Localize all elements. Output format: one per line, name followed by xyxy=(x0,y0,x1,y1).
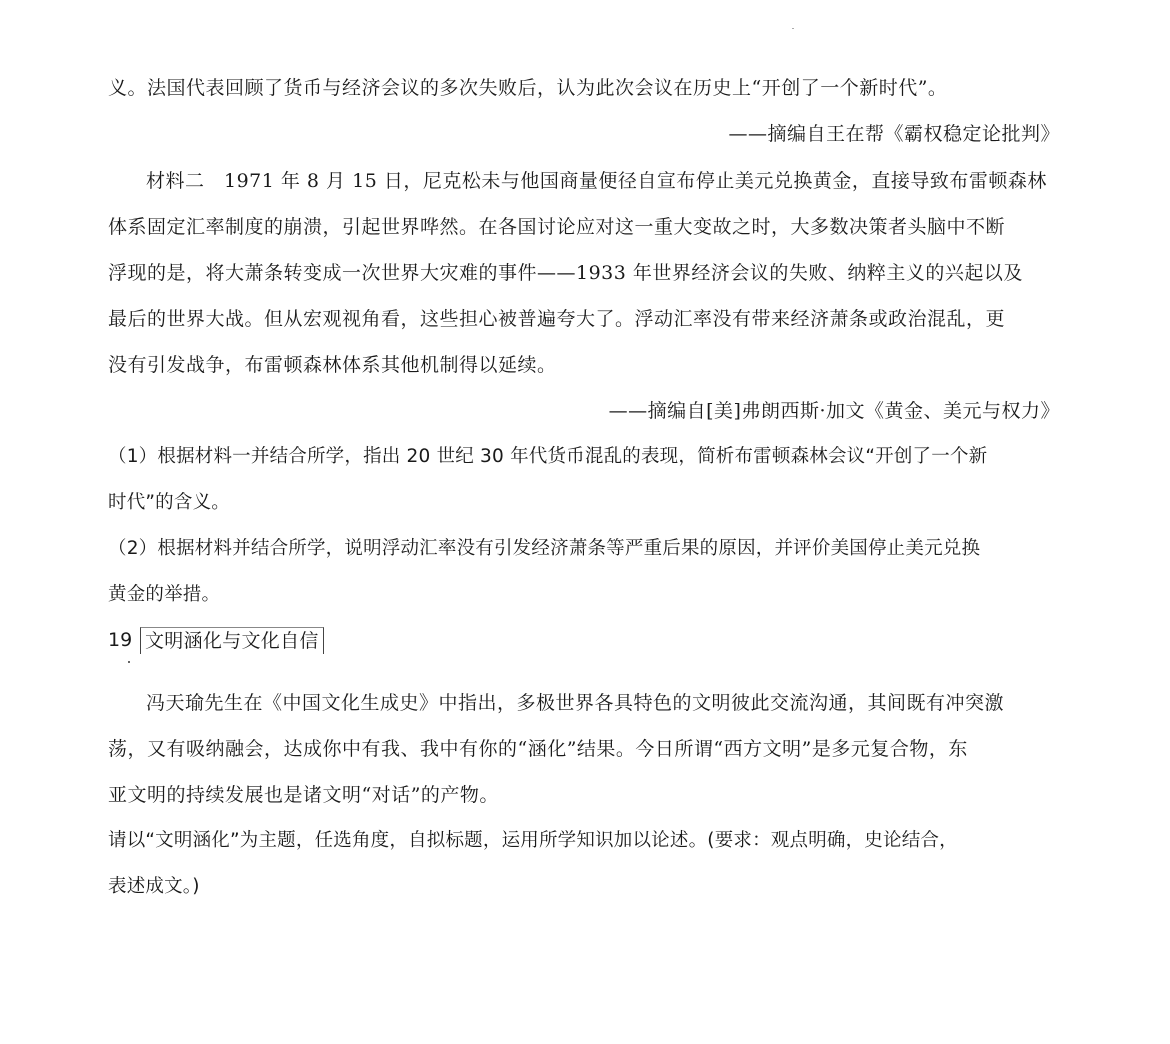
material2-line: 体系固定汇率制度的崩溃，引起世界哗然。在各国讨论应对这一重大变故之时，大多数决策者头脑中不断 xyxy=(108,216,1006,238)
source-citation-1: ——摘编自王在帮《霸权稳定论批判》 xyxy=(728,123,1060,145)
task-line: 表述成文。) xyxy=(108,876,200,897)
task-line: 请以“文明涵化”为主题，任选角度，自拟标题，运用所学知识加以论述。(要求：观点明确，史论结合， xyxy=(108,830,958,851)
material2-line: 最后的世界大战。但从宏观视角看，这些担心被普遍夸大了。浮动汇率没有带来经济萧条或政治混乱，更 xyxy=(108,308,1006,330)
material1-tail: 义。法国代表回顾了货币与经济会议的多次失败后，认为此次会议在历史上“开创了一个新时代”。 xyxy=(108,77,948,99)
material2-line: 没有引发战争，布雷顿森林体系其他机制得以延续。 xyxy=(108,354,557,376)
question-2-line: 黄金的举措。 xyxy=(108,584,221,605)
section-title: 文明涵化与文化自信 xyxy=(140,627,324,654)
passage-line: 冯天瑜先生在《中国文化生成史》中指出，多极世界各具特色的文明彼此交流沟通，其间既有冲突激 xyxy=(146,692,1005,714)
material2-line: 材料二 1971 年 8 月 15 日，尼克松未与他国商量便径自宣布停止美元兑换黄金，直接导致布雷顿森林 xyxy=(146,170,1047,192)
scan-speck xyxy=(792,28,794,29)
scan-dot xyxy=(128,661,130,663)
passage-line: 荡，又有吸纳融会，达成你中有我、我中有你的“涵化”结果。今日所谓“西方文明”是多元复合物，东 xyxy=(108,738,968,760)
question-2-line: （2）根据材料并结合所学，说明浮动汇率没有引发经济萧条等严重后果的原因，并评价美国停止美元兑换 xyxy=(108,538,981,559)
source-citation-2: ——摘编自[美]弗朗西斯·加文《黄金、美元与权力》 xyxy=(608,400,1060,422)
question-1-line: 时代”的含义。 xyxy=(108,492,230,513)
question-1-line: （1）根据材料一并结合所学，指出 20 世纪 30 年代货币混乱的表现，简析布雷顿森林会议“开创了一个新 xyxy=(108,446,988,467)
material2-line: 浮现的是，将大萧条转变成一次世界大灾难的事件——1933 年世界经济会议的失败、纳粹主义的兴起以及 xyxy=(108,262,1023,284)
section-number: 19 xyxy=(108,629,133,651)
passage-line: 亚文明的持续发展也是诸文明“对话”的产物。 xyxy=(108,784,499,806)
